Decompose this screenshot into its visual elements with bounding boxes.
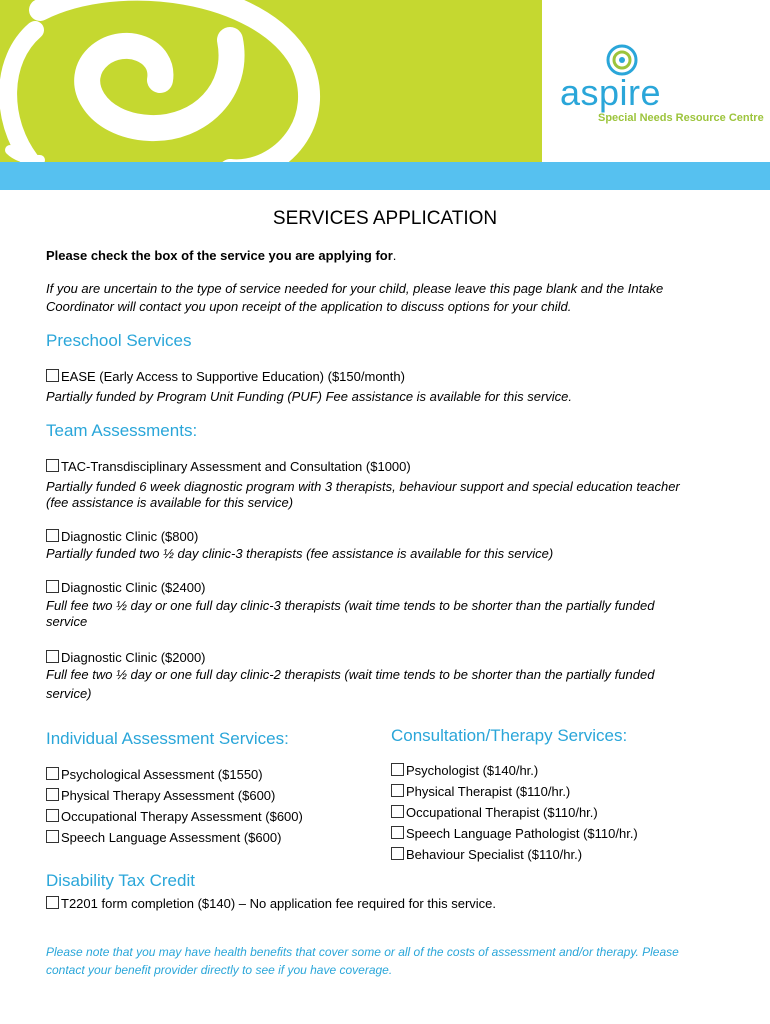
- t2201-checkbox[interactable]: [46, 896, 59, 909]
- diagnostic-2000-description-line1: Full fee two ½ day or one full day clinic-2 therapists (wait time tends to be shorter than the partially funded: [46, 667, 655, 682]
- t2201-option[interactable]: T2201 form completion ($140) – No application fee required for this service.: [46, 895, 496, 912]
- uncertain-note-line1: If you are uncertain to the type of service needed for your child, please leave this page blank and the Intake: [46, 281, 664, 296]
- tac-description-line1: Partially funded 6 week diagnostic program with 3 therapists, behaviour support and special education teacher: [46, 479, 680, 494]
- physical-therapist-checkbox[interactable]: [391, 784, 404, 797]
- consultation-option[interactable]: Physical Therapist ($110/hr.): [391, 783, 570, 800]
- ease-description: Partially funded by Program Unit Funding (PUF) Fee assistance is available for this service.: [46, 389, 572, 404]
- tac-option[interactable]: TAC-Transdisciplinary Assessment and Consultation ($1000): [46, 458, 411, 475]
- footer-note-line2: contact your benefit provider directly to see if you have coverage.: [46, 963, 393, 977]
- individual-option[interactable]: Physical Therapy Assessment ($600): [46, 787, 275, 804]
- speech-assessment-checkbox[interactable]: [46, 830, 59, 843]
- instruction-text: Please check the box of the service you are applying for.: [46, 248, 397, 263]
- diagnostic-2400-description-line1: Full fee two ½ day or one full day clinic-3 therapists (wait time tends to be shorter than the partially funded: [46, 598, 655, 613]
- individual-option[interactable]: Speech Language Assessment ($600): [46, 829, 281, 846]
- blue-divider-bar: [0, 162, 770, 190]
- disability-tax-credit-heading: Disability Tax Credit: [46, 871, 195, 890]
- tac-checkbox[interactable]: [46, 459, 59, 472]
- diagnostic-2400-description-line2: service: [46, 614, 88, 629]
- page-title: SERVICES APPLICATION: [272, 208, 498, 229]
- occupational-therapist-checkbox[interactable]: [391, 805, 404, 818]
- diagnostic-2400-checkbox[interactable]: [46, 580, 59, 593]
- spiral-graphic: [0, 0, 542, 162]
- psychologist-checkbox[interactable]: [391, 763, 404, 776]
- header-banner: [0, 0, 542, 162]
- ease-option[interactable]: EASE (Early Access to Supportive Education) ($150/month): [46, 368, 405, 385]
- tac-description-line2: (fee assistance is available for this service): [46, 495, 294, 510]
- ease-checkbox[interactable]: [46, 369, 59, 382]
- individual-option[interactable]: Psychological Assessment ($1550): [46, 766, 263, 783]
- consultation-option[interactable]: Psychologist ($140/hr.): [391, 762, 538, 779]
- uncertain-note-line2: Coordinator will contact you upon receipt of the application to discuss options for your child.: [46, 299, 572, 314]
- diagnostic-800-description: Partially funded two ½ day clinic-3 therapists (fee assistance is available for this service): [46, 546, 554, 561]
- psych-assessment-checkbox[interactable]: [46, 767, 59, 780]
- individual-assessment-heading: Individual Assessment Services:: [46, 729, 289, 748]
- logo-subtitle: Special Needs Resource Centre: [598, 112, 764, 124]
- speech-pathologist-checkbox[interactable]: [391, 826, 404, 839]
- diagnostic-2400-option[interactable]: Diagnostic Clinic ($2400): [46, 579, 206, 596]
- diagnostic-2000-checkbox[interactable]: [46, 650, 59, 663]
- behaviour-specialist-checkbox[interactable]: [391, 847, 404, 860]
- diagnostic-800-checkbox[interactable]: [46, 529, 59, 542]
- diagnostic-2000-option[interactable]: Diagnostic Clinic ($2000): [46, 649, 206, 666]
- consultation-option[interactable]: Behaviour Specialist ($110/hr.): [391, 846, 582, 863]
- preschool-heading: Preschool Services: [46, 331, 192, 350]
- diagnostic-800-option[interactable]: Diagnostic Clinic ($800): [46, 528, 198, 545]
- individual-option[interactable]: Occupational Therapy Assessment ($600): [46, 808, 303, 825]
- ot-assessment-checkbox[interactable]: [46, 809, 59, 822]
- consultation-option[interactable]: Occupational Therapist ($110/hr.): [391, 804, 598, 821]
- footer-note-line1: Please note that you may have health benefits that cover some or all of the costs of assessment and/or therapy. Please: [46, 945, 679, 959]
- pt-assessment-checkbox[interactable]: [46, 788, 59, 801]
- aspire-logo: [560, 42, 764, 132]
- consultation-option[interactable]: Speech Language Pathologist ($110/hr.): [391, 825, 638, 842]
- diagnostic-2000-description-line2: service): [46, 686, 92, 701]
- consultation-therapy-heading: Consultation/Therapy Services:: [391, 726, 628, 745]
- logo-wordmark: aspire: [560, 72, 662, 113]
- team-assessments-heading: Team Assessments:: [46, 421, 198, 440]
